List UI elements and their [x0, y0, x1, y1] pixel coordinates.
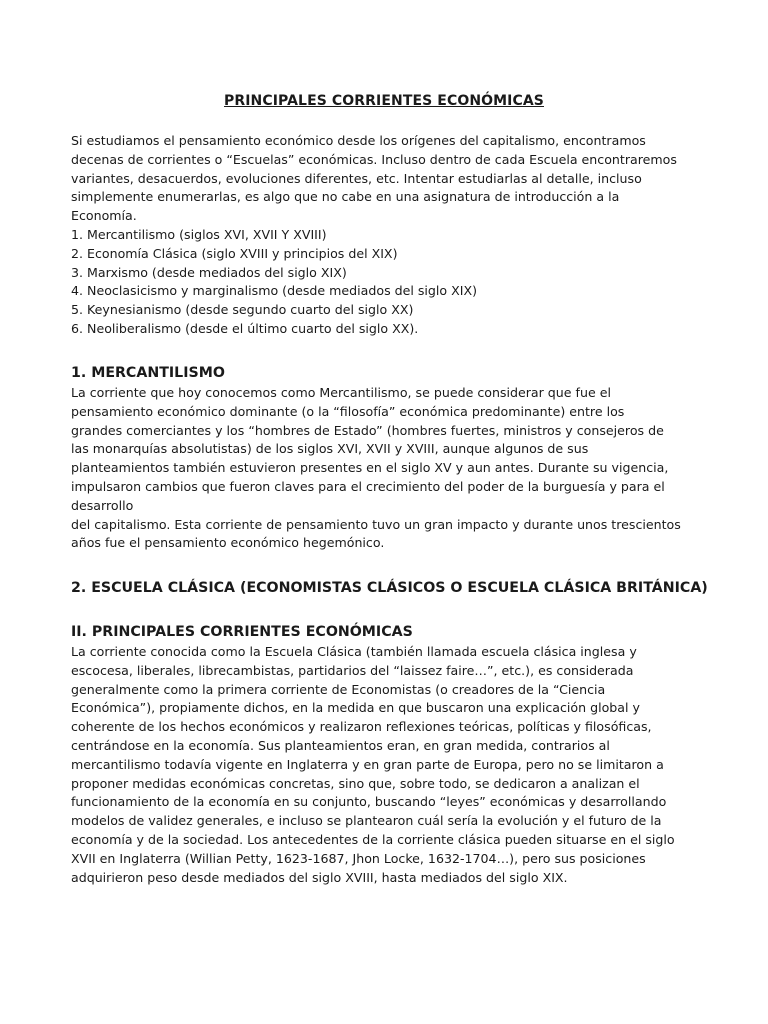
paragraph-line: modelos de validez generales, e incluso se plantearon cuál sería la evolución y el futuro de la — [71, 813, 662, 829]
list-item: 4. Neoclasicismo y marginalismo (desde mediados del siglo XIX) — [71, 283, 478, 299]
paragraph-line: mercantilismo todavía vigente en Inglaterra y en gran parte de Europa, pero no se limitaron a — [71, 756, 664, 772]
paragraph-line: escocesa, liberales, librecambistas, partidarios del “laissez faire…”, etc.), es considerada — [71, 662, 634, 678]
list-item: 3. Marxismo (desde mediados del siglo XIX) — [71, 264, 347, 280]
intro-line: Si estudiamos el pensamiento económico desde los orígenes del capitalismo, encontramos — [71, 133, 646, 148]
escuela-clasica-paragraph — [71, 643, 691, 887]
paragraph-line: economía y de la sociedad. Los antecedentes de la corriente clásica pueden situarse en el siglo — [71, 831, 675, 847]
paragraph-line: planteamientos también estuvieron presentes en el siglo XV y aun antes. Durante su vigencia, — [71, 460, 669, 476]
intro-line: variantes, desacuerdos, evoluciones diferentes, etc. Intentar estudiarlas al detalle, incluso — [71, 170, 642, 186]
paragraph-line: del capitalismo. Esta corriente de pensamiento tuvo un gran impacto y durante unos trescientos — [71, 516, 681, 532]
section-heading-mercantilismo: 1. MERCANTILISMO — [71, 365, 225, 381]
paragraph-line: Económica”), propiamente dichos, en la medida en que buscaron una explicación global y — [71, 700, 640, 716]
paragraph-line: centrándose en la economía. Sus planteamientos eran, en gran medida, contrarios al — [71, 737, 610, 753]
mercantilismo-paragraph — [71, 384, 691, 553]
intro-line: simplemente enumerarlas, es algo que no cabe en una asignatura de introducción a la — [71, 189, 620, 205]
paragraph-line: años fue el pensamiento económico hegemónico. — [71, 535, 385, 551]
intro-line: decenas de corrientes o “Escuelas” económicas. Incluso dentro de cada Escuela encontraremos — [71, 151, 677, 167]
paragraph-line: generalmente como la primera corriente de Economistas (o creadores de la “Ciencia — [71, 681, 606, 697]
paragraph-line: adquirieron peso desde mediados del siglo XVIII, hasta mediados del siglo XIX. — [71, 869, 568, 885]
intro-paragraph — [71, 132, 691, 339]
paragraph-line: La corriente conocida como la Escuela Clásica (también llamada escuela clásica inglesa y — [71, 644, 637, 659]
paragraph-line: impulsaron cambios que fueron claves para el crecimiento del poder de la burguesía y para el — [71, 478, 665, 494]
document-title: PRINCIPALES CORRIENTES ECONÓMICAS — [224, 93, 544, 109]
paragraph-line: La corriente que hoy conocemos como Mercantilismo, se puede considerar que fue el — [71, 385, 611, 400]
paragraph-line: las monarquías absolutistas) de los siglos XVI, XVII y XVIII, aunque algunos de sus — [71, 441, 589, 457]
list-item: 1. Mercantilismo (siglos XVI, XVII Y XVIII) — [71, 226, 327, 242]
paragraph-line: grandes comerciantes y los “hombres de Estado” (hombres fuertes, ministros y consejeros de — [71, 422, 664, 438]
section-heading-escuela-clasica: 2. ESCUELA CLÁSICA (ECONOMISTAS CLÁSICOS O ESCUELA CLÁSICA BRITÁNICA) — [71, 580, 708, 596]
section-heading-principales-corrientes: II. PRINCIPALES CORRIENTES ECONÓMICAS — [71, 624, 413, 640]
list-item: 2. Economía Clásica (siglo XVIII y principios del XIX) — [71, 245, 398, 261]
list-item: 5. Keynesianismo (desde segundo cuarto del siglo XX) — [71, 302, 414, 318]
paragraph-line: coherente de los hechos económicos y realizaron reflexiones teóricas, políticas y filosóficas, — [71, 719, 652, 735]
list-item: 6. Neoliberalismo (desde el último cuarto del siglo XX). — [71, 320, 419, 336]
intro-line: Economía. — [71, 208, 137, 224]
paragraph-line: XVII en Inglaterra (Willian Petty, 1623-1687, Jhon Locke, 1632-1704…), pero sus posiciones — [71, 850, 646, 866]
paragraph-line: pensamiento económico dominante (o la “filosofía” económica predominante) entre los — [71, 403, 625, 419]
paragraph-line: funcionamiento de la economía en su conjunto, buscando “leyes” económicas y desarrollando — [71, 794, 667, 810]
paragraph-line: proponer medidas económicas concretas, sino que, sobre todo, se dedicaron a analizan el — [71, 775, 640, 791]
paragraph-line: desarrollo — [71, 497, 134, 513]
